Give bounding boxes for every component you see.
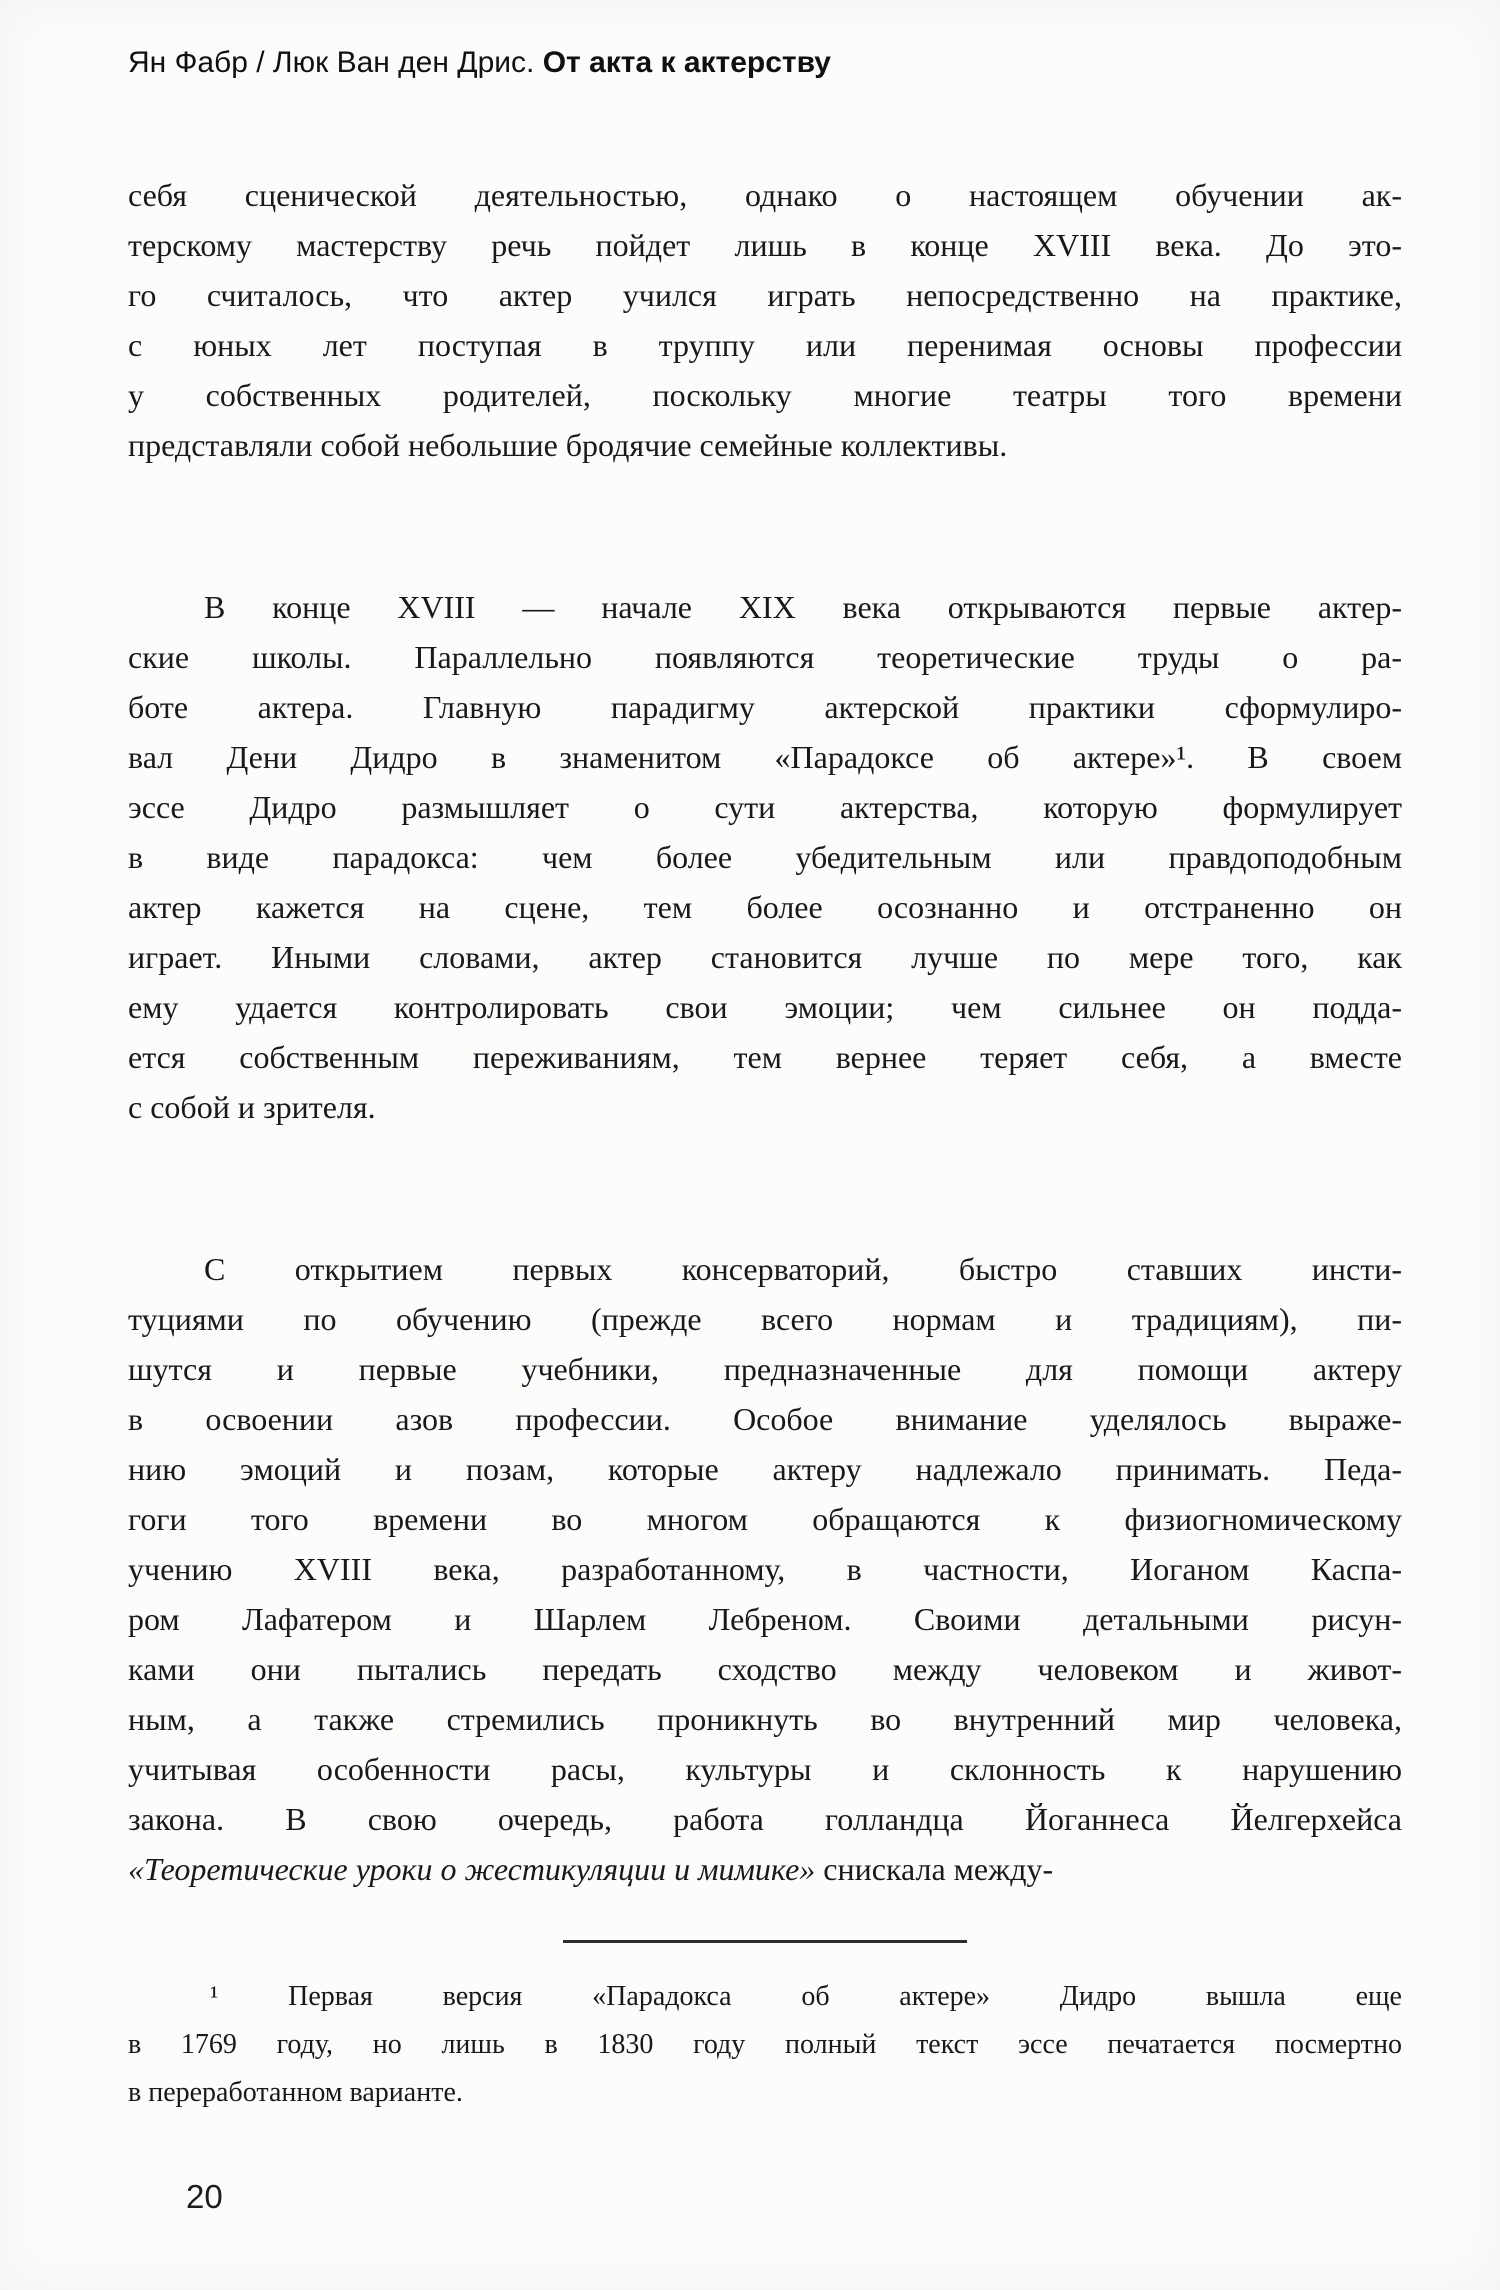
text-line: шутся и первые учебники, предназначенные для помощи актеру [128, 1351, 1402, 1387]
text-line: в переработанном варианте. [128, 2077, 463, 2108]
text-line: закона. В свою очередь, работа голландца Йоганнеса Йелгерхейса [128, 1801, 1402, 1837]
text-line: ется собственным переживаниям, тем вернее теряет себя, а вместе [128, 1039, 1402, 1075]
text-line: себя сценической деятельностью, однако о настоящем обучении ак- [128, 177, 1402, 213]
text-line: актер кажется на сцене, тем более осознанно и отстраненно он [128, 889, 1402, 925]
footnote-divider [563, 1940, 967, 1943]
text-line: в 1769 году, но лишь в 1830 году полный текст эссе печатается посмертно [128, 2029, 1402, 2060]
header-book-title: От акта к актерству [542, 46, 831, 79]
paragraph [128, 1973, 1402, 2117]
paragraph [128, 1244, 1402, 1894]
text-line: играет. Иными словами, актер становится лучше по мере того, как [128, 939, 1402, 975]
text-segment: снискала между- [815, 1851, 1054, 1887]
paragraph [128, 170, 1402, 470]
text-line: учению XVIII века, разработанному, в частности, Иоганом Каспа- [128, 1551, 1402, 1587]
text-line: представляли собой небольшие бродячие семейные коллективы. [128, 427, 1008, 463]
text-line: ками они пытались передать сходство между человеком и живот- [128, 1651, 1402, 1687]
text-line: учитывая особенности расы, культуры и склонность к нарушению [128, 1751, 1402, 1787]
footnote [128, 1973, 1402, 2117]
text-line: нию эмоций и позам, которые актеру надлежало принимать. Педа- [128, 1451, 1402, 1487]
text-line: терскому мастерству речь пойдет лишь в конце XVIII века. До это- [128, 227, 1402, 263]
text-line: ские школы. Параллельно появляются теоретические труды о ра- [128, 639, 1402, 675]
text-line: го считалось, что актер учился играть непосредственно на практике, [128, 277, 1402, 313]
text-line: ему удается контролировать свои эмоции; чем сильнее он подда- [128, 989, 1402, 1025]
header-authors: Ян Фабр / Люк Ван ден Дрис. [128, 46, 543, 79]
paragraph [128, 582, 1402, 1132]
text-line: С открытием первых консерваторий, быстро ставших инсти- [204, 1251, 1402, 1287]
text-column [128, 170, 1402, 2117]
text-line: с юных лет поступая в труппу или перенимая основы профессии [128, 327, 1402, 363]
running-header [128, 44, 1408, 82]
text-line: туциями по обучению (прежде всего нормам и традициям), пи- [128, 1301, 1402, 1337]
text-line: боте актера. Главную парадигму актерской практики сформулиро- [128, 689, 1402, 725]
text-line: ным, а также стремились проникнуть во внутренний мир человека, [128, 1701, 1402, 1737]
text-line: эссе Дидро размышляет о сути актерства, которую формулирует [128, 789, 1402, 825]
page-number: 20 [186, 2178, 223, 2215]
text-line: в виде парадокса: чем более убедительным или правдоподобным [128, 839, 1402, 875]
text-line: вал Дени Дидро в знаменитом «Парадоксе об актере»¹. В своем [128, 739, 1402, 775]
text-line: В конце XVIII — начале XIX века открываются первые актер- [204, 589, 1402, 625]
text-line: у собственных родителей, поскольку многие театры того времени [128, 377, 1402, 413]
body-text [128, 170, 1402, 1894]
text-line: гоги того времени во многом обращаются к физиогномическому [128, 1501, 1402, 1537]
text-line [128, 1844, 1402, 1894]
text-line: в освоении азов профессии. Особое внимание уделялось выраже- [128, 1401, 1402, 1437]
text-line: ¹ Первая версия «Парадокса об актере» Дидро вышла еще [210, 1981, 1402, 2012]
work-title-italic: «Теоретические уроки о жестикуляции и мимике» [128, 1851, 816, 1887]
text-line: ром Лафатером и Шарлем Лебреном. Своими детальными рисун- [128, 1601, 1402, 1637]
text-line: с собой и зрителя. [128, 1089, 376, 1125]
